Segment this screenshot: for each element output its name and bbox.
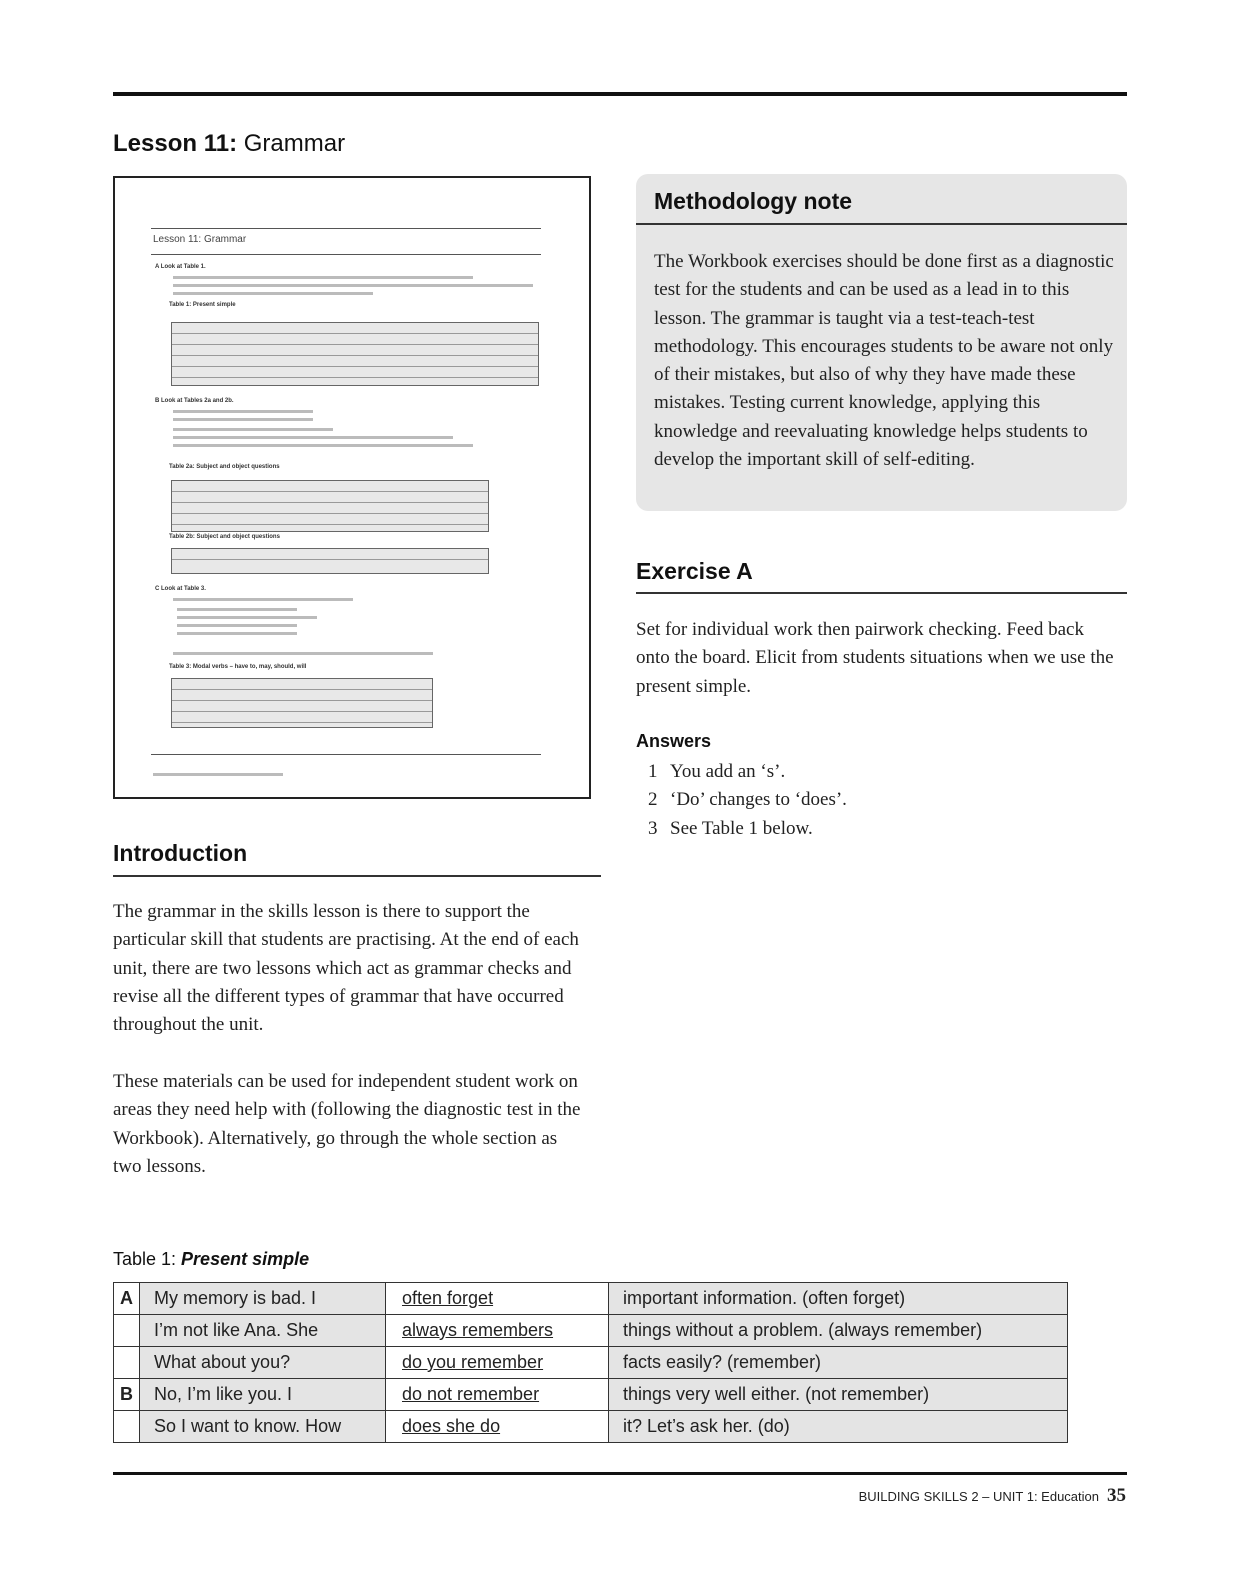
table-row: A My memory is bad. I often forget important information. (often forget) [114, 1283, 1068, 1315]
introduction-heading: Introduction [113, 840, 248, 866]
table-row: So I want to know. How does she do it? Let’s ask her. (do) [114, 1411, 1068, 1443]
page-footer: BUILDING SKILLS 2 – UNIT 1: Education 35 [858, 1485, 1126, 1506]
bottom-rule [113, 1472, 1127, 1475]
methodology-text: The Workbook exercises should be done first as a diagnostic test for the students and can be used as a lead in to this lesson. The grammar is taught via a test-teach-test methodology. This encourages students to be aware not only of their mistakes, but also of why they have made these mistakes. Testing current knowledge, applying this knowledge and reevaluating knowledge helps students to develop the important skill of self-editing. [654, 251, 1114, 471]
table-1-caption: Table 1: Present simple [113, 1249, 310, 1269]
exercise-a-text: Set for individual work then pairwork checking. Feed back onto the board. Elicit from students situations when we use the present simple. [636, 619, 1114, 697]
workbook-page-thumbnail: Lesson 11: Grammar A Look at Table 1. Table 1: Present simple B Look at Tables 2a and 2b. Table 2a: Subject and object questions Table 2b: Subject and object questions C Look at Table 3. Table 3: Modal verbs – have to, may, should, will [113, 176, 591, 799]
exercise-a-heading: Exercise A [636, 558, 753, 584]
introduction-paragraph-1: The grammar in the skills lesson is there to support the particular skill that students are practising. At the end of each unit, there are two lessons which act as grammar checks and revise all the different types of grammar that have occurred throughout the unit. [113, 901, 579, 1036]
methodology-rule [636, 223, 1127, 225]
methodology-note-box [636, 174, 1127, 511]
answer-item: 1 You add an ‘s’. [648, 761, 786, 782]
introduction-rule [113, 875, 601, 877]
top-rule [113, 92, 1127, 96]
answers-list [648, 758, 847, 843]
present-simple-table [113, 1282, 1068, 1443]
lesson-title: Lesson 11: Grammar [113, 130, 346, 157]
exercise-a-rule [636, 592, 1127, 594]
thumbnail-title: Lesson 11: Grammar [153, 234, 247, 245]
methodology-heading: Methodology note [654, 188, 853, 214]
page-number: 35 [1107, 1485, 1126, 1506]
answers-heading: Answers [636, 731, 712, 751]
answer-item: 2 ‘Do’ changes to ‘does’. [648, 789, 847, 811]
table-row: I’m not like Ana. She always remembers things without a problem. (always remember) [114, 1315, 1068, 1347]
table-row: B No, I’m like you. I do not remember things very well either. (not remember) [114, 1379, 1068, 1411]
introduction-paragraph-2: These materials can be used for independent student work on areas they need help with (following the diagnostic test in the Workbook). Alternatively, go through the whole section as two lessons. [113, 1071, 581, 1177]
table-row: What about you? do you remember facts easily? (remember) [114, 1347, 1068, 1379]
answer-item: 3 See Table 1 below. [648, 817, 813, 839]
